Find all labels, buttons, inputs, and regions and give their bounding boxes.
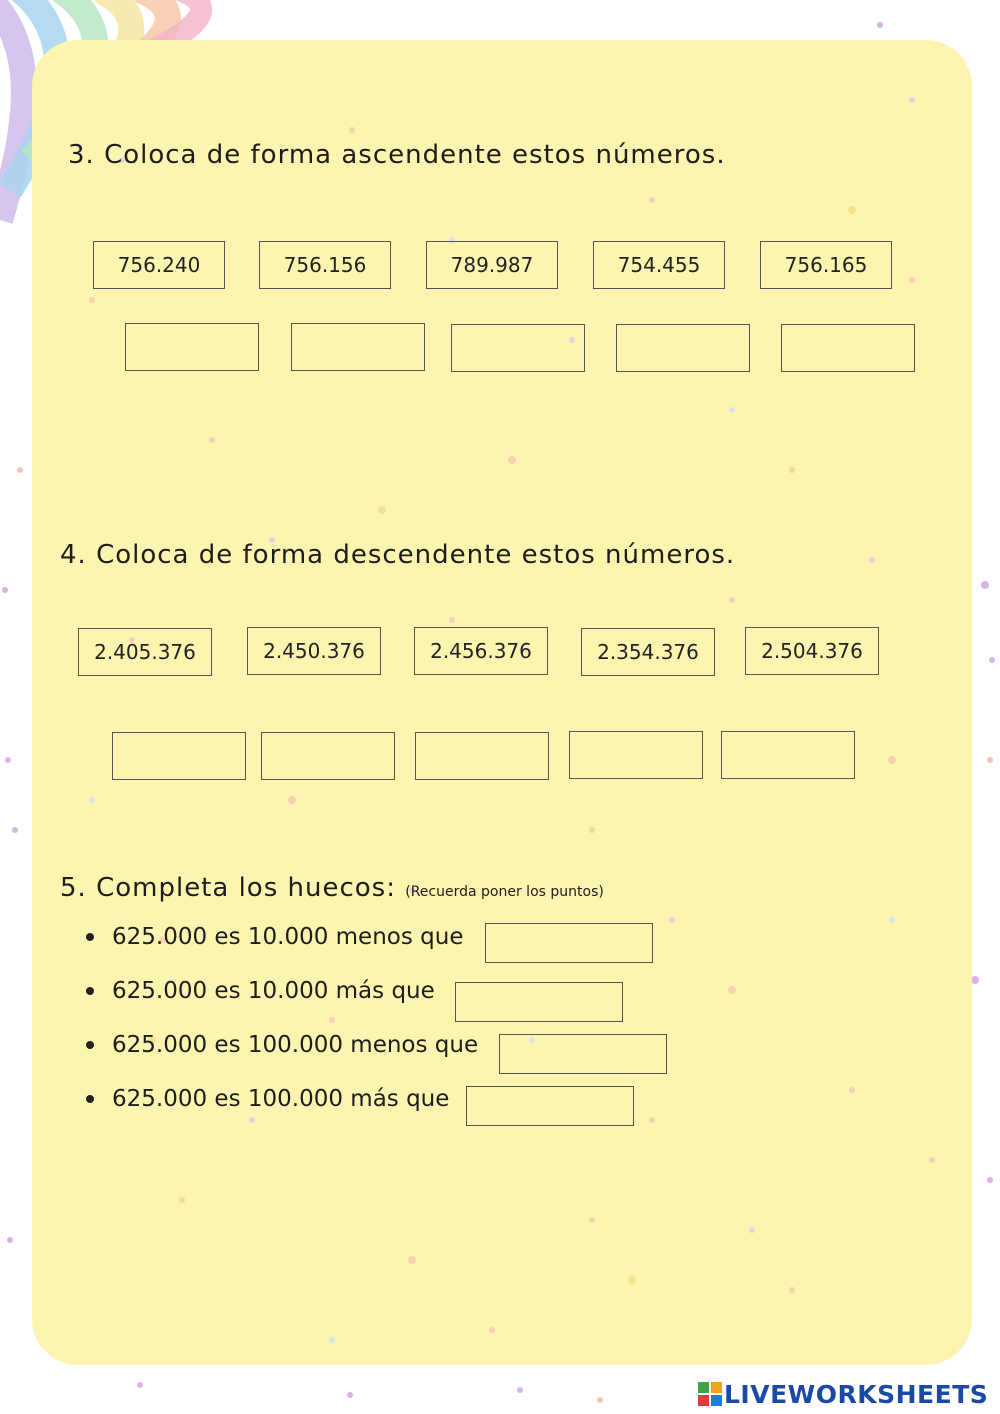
answer-drop-box[interactable] xyxy=(112,732,246,780)
bullet-icon xyxy=(86,1041,94,1049)
answer-drop-box[interactable] xyxy=(781,324,915,372)
number-card[interactable]: 756.240 xyxy=(93,241,225,289)
bullet-icon xyxy=(86,987,94,995)
answer-input-box[interactable] xyxy=(455,982,623,1022)
confetti-dots xyxy=(32,40,972,1365)
section-5-title xyxy=(60,873,604,903)
number-card[interactable]: 2.450.376 xyxy=(247,627,381,675)
bullet-icon xyxy=(86,933,94,941)
answer-input-box[interactable] xyxy=(466,1086,634,1126)
section-5-note: (Recuerda poner los puntos) xyxy=(405,884,604,900)
number-card[interactable]: 2.405.376 xyxy=(78,628,212,676)
number-card[interactable]: 2.504.376 xyxy=(745,627,879,675)
answer-drop-box[interactable] xyxy=(569,731,703,779)
answer-drop-box[interactable] xyxy=(291,323,425,371)
number-card[interactable]: 789.987 xyxy=(426,241,558,289)
number-card[interactable]: 2.354.376 xyxy=(581,628,715,676)
fill-in-item xyxy=(86,924,463,950)
fill-in-statement: 625.000 es 100.000 menos que xyxy=(112,1032,479,1058)
number-card[interactable]: 756.165 xyxy=(760,241,892,289)
section-5-title-text: 5. Completa los huecos: xyxy=(60,873,396,903)
section-4-title: 4. Coloca de forma descendente estos números. xyxy=(60,540,736,570)
number-card[interactable]: 756.156 xyxy=(259,241,391,289)
liveworksheets-logo xyxy=(698,1378,988,1410)
number-card[interactable]: 2.456.376 xyxy=(414,627,548,675)
answer-drop-box[interactable] xyxy=(125,323,259,371)
worksheet-card xyxy=(32,40,972,1365)
bullet-icon xyxy=(86,1095,94,1103)
answer-drop-box[interactable] xyxy=(721,731,855,779)
fill-in-statement: 625.000 es 10.000 menos que xyxy=(112,924,464,950)
section-3-title: 3. Coloca de forma ascendente estos números. xyxy=(68,140,726,170)
answer-drop-box[interactable] xyxy=(415,732,549,780)
answer-input-box[interactable] xyxy=(485,923,653,963)
fill-in-statement: 625.000 es 100.000 más que xyxy=(112,1086,450,1112)
fill-in-item xyxy=(86,1032,478,1058)
answer-drop-box[interactable] xyxy=(616,324,750,372)
answer-drop-box[interactable] xyxy=(451,324,585,372)
fill-in-item xyxy=(86,1086,449,1112)
answer-drop-box[interactable] xyxy=(261,732,395,780)
liveworksheets-mark-icon xyxy=(698,1382,722,1406)
fill-in-item xyxy=(86,978,435,1004)
answer-input-box[interactable] xyxy=(499,1034,667,1074)
brand-name: LIVEWORKSHEETS xyxy=(724,1379,989,1409)
fill-in-statement: 625.000 es 10.000 más que xyxy=(112,978,435,1004)
number-card[interactable]: 754.455 xyxy=(593,241,725,289)
